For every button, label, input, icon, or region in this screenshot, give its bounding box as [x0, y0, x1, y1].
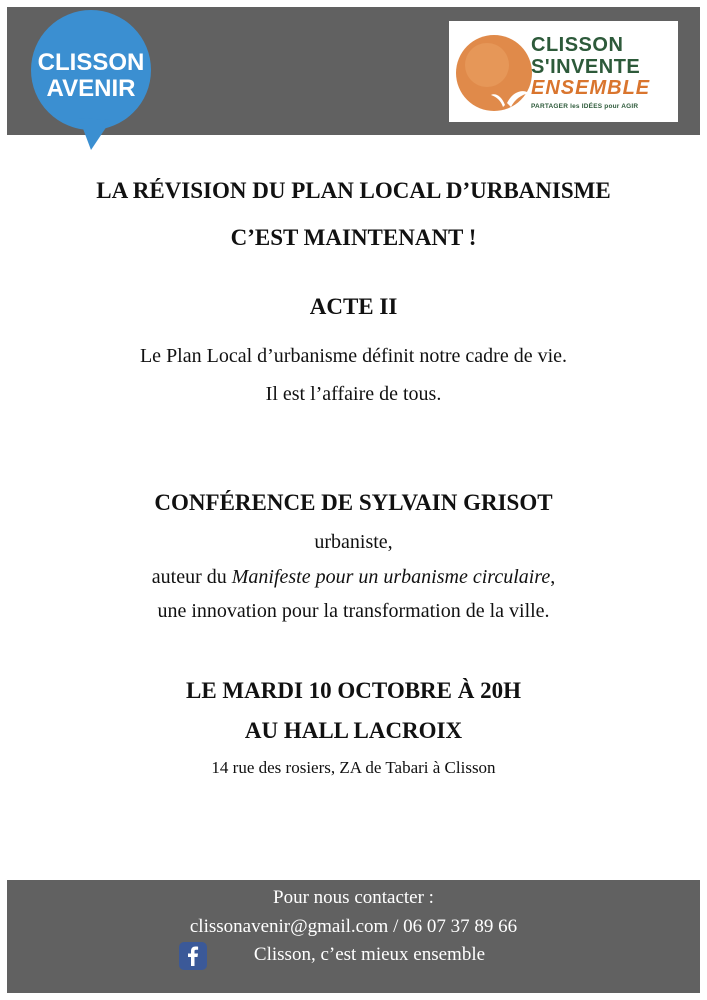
- conference-author-line: [0, 566, 707, 589]
- logo-left-line1: CLISSON: [37, 49, 145, 76]
- contact-line: [7, 916, 700, 938]
- footer-banner: [7, 880, 700, 993]
- contact-separator: /: [388, 916, 404, 937]
- facebook-icon[interactable]: [179, 942, 207, 970]
- title-line2: C’EST MAINTENANT !: [230, 225, 477, 250]
- act-heading: ACTE II: [309, 294, 398, 319]
- contact-label: Pour nous contacter :: [273, 887, 434, 908]
- contact-email[interactable]: clissonavenir@gmail.com: [189, 916, 389, 937]
- logo-right-tagline: PARTAGER les IDÉES pour AGIR: [531, 103, 639, 110]
- title-line1: LA RÉVISION DU PLAN LOCAL D’URBANISME: [96, 178, 611, 203]
- act-line1: Le Plan Local d’urbanisme définit notre cadre de vie.: [139, 345, 568, 367]
- clisson-avenir-logo: [29, 8, 157, 150]
- logo-right-line1: CLISSON: [531, 34, 624, 56]
- clisson-sinvente-ensemble-logo: [449, 21, 678, 122]
- author-suffix: ,: [550, 566, 556, 588]
- conference-description: une innovation pour la transformation de la ville.: [157, 600, 550, 622]
- conference-role: urbaniste,: [314, 531, 393, 553]
- logo-right-line3: ENSEMBLE: [531, 77, 651, 99]
- speech-bubble-logo-icon: [29, 8, 157, 150]
- contact-phone[interactable]: 06 07 37 89 66: [403, 916, 518, 937]
- facebook-page-link[interactable]: Clisson, c’est mieux ensemble: [253, 944, 486, 965]
- logo-right-line2: S'INVENTE: [531, 56, 641, 78]
- conference-heading: CONFÉRENCE DE SYLVAIN GRISOT: [154, 490, 553, 515]
- act-line2: Il est l’affaire de tous.: [265, 383, 442, 405]
- book-title: Manifeste pour un urbanisme circulaire: [231, 566, 551, 588]
- event-venue: AU HALL LACROIX: [244, 718, 463, 743]
- event-address: 14 rue des rosiers, ZA de Tabari à Clisson: [211, 758, 496, 777]
- author-prefix: auteur du: [151, 566, 232, 588]
- logo-right-wordmark: [531, 35, 650, 98]
- logo-left-line2: AVENIR: [46, 75, 136, 102]
- event-date: LE MARDI 10 OCTOBRE À 20H: [185, 678, 522, 703]
